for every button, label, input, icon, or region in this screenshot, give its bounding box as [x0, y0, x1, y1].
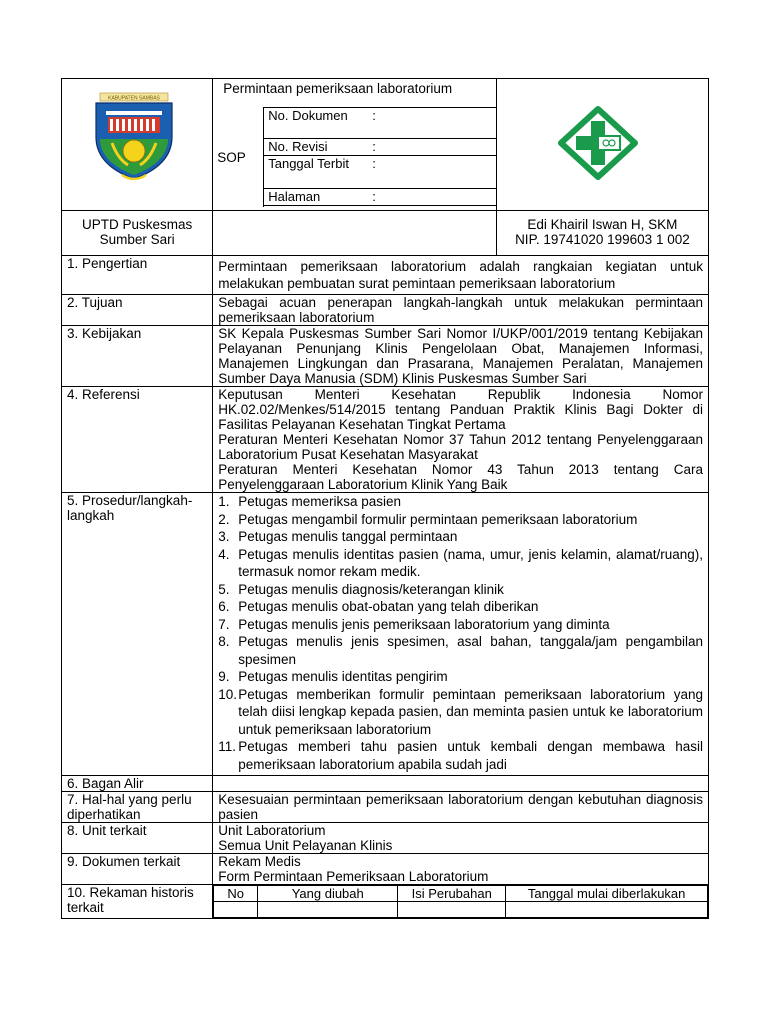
meta-row-tanggal-terbit [264, 155, 496, 188]
section-content-rekaman [213, 885, 709, 919]
dokumen-item: Rekam Medis [218, 854, 301, 869]
document-meta [263, 107, 496, 207]
referensi-item: Keputusan Menteri Kesehatan Republik Indonesia Nomor HK.02.02/Menkes/514/2015 tentang Panduan Praktik Klinis Bagi Dokter di Fasilitas Pelayanan Kesehatan Tingkat Pertama [218, 387, 703, 432]
table-header-cell: Tanggal mulai diberlakukan [506, 886, 708, 902]
signatory-name: Edi Khairil Iswan H, SKM [527, 217, 678, 232]
list-item [218, 528, 703, 546]
referensi-item: Peraturan Menteri Kesehatan Nomor 43 Tahun 2013 tentang Cara Penyelenggaraan Laboratorium Klinik Yang Baik [218, 462, 703, 492]
step-number: 8. [218, 634, 230, 649]
section-label-prosedur: 5. Prosedur/langkah-langkah [62, 493, 213, 776]
tujuan-text: Sebagai acuan penerapan langkah-langkah untuk melakukan permintaan pemeriksaan laboratorium [218, 295, 703, 325]
regency-logo-cell [62, 79, 213, 211]
list-item [218, 738, 703, 773]
table-cell [258, 902, 398, 918]
section-content-tujuan [213, 295, 709, 326]
table-cell [398, 902, 506, 918]
section-content-unit-terkait [213, 823, 709, 854]
section-content-prosedur [213, 493, 709, 776]
meta-row-no-revisi [264, 138, 496, 155]
list-item [218, 493, 703, 511]
meta-key: No. Revisi [268, 139, 328, 154]
meta-value: : [372, 108, 376, 123]
table-header-cell: No [214, 886, 258, 902]
sop-label: SOP [217, 149, 246, 165]
table-cell [214, 902, 258, 918]
list-item [218, 511, 703, 529]
meta-value: : [372, 189, 376, 204]
section-content-dokumen-terkait [213, 854, 709, 885]
signatory-cell [496, 211, 708, 256]
organization-cell [62, 211, 213, 256]
step-number: 5. [218, 581, 230, 597]
section-label-dokumen-terkait: 9. Dokumen terkait [62, 854, 213, 885]
table-header-cell: Isi Perubahan [398, 886, 506, 902]
step-text: Petugas menulis tanggal permintaan [238, 529, 458, 544]
section-content-bagan-alir [213, 776, 709, 792]
step-text: Petugas menulis obat-obatan yang telah diberikan [238, 599, 539, 614]
section-label-referensi: 4. Referensi [62, 387, 213, 493]
meta-row-no-dokumen [264, 107, 496, 138]
puskesmas-logo-icon [497, 79, 699, 207]
list-item [218, 598, 703, 616]
meta-row-halaman [264, 188, 496, 206]
list-item [218, 668, 703, 686]
step-text: Petugas menulis jenis spesimen, asal bahan, tanggala/jam pengambilan spesimen [238, 634, 703, 667]
title-cell [213, 79, 497, 211]
revision-history-table [213, 885, 708, 918]
pengertian-text: Permintaan pemeriksaan laboratorium adalah rangkaian kegiatan untuk melakukan pembuatan surat pemintaan pemeriksaan laboratorium [218, 259, 703, 291]
sop-meta-block [213, 107, 496, 207]
sop-table [61, 78, 709, 919]
puskesmas-logo-cell [496, 79, 708, 211]
signatory-nip: NIP. 19741020 199603 1 002 [515, 232, 690, 247]
step-number: 1. [218, 494, 230, 509]
list-item [218, 546, 703, 581]
list-item [218, 633, 703, 668]
step-text: Petugas menulis jenis pemeriksaan laboratorium yang diminta [238, 616, 610, 632]
step-number: 3. [218, 529, 230, 544]
table-header-row [214, 886, 708, 902]
step-text: Petugas mengambil formulir permintaan pemeriksaan laboratorium [238, 511, 638, 527]
section-content-referensi [213, 387, 709, 493]
step-number: 4. [218, 546, 230, 562]
unit-item: Semua Unit Pelayanan Klinis [218, 838, 393, 853]
logo-banner-text: KABUPATEN SAMBAS [108, 95, 160, 102]
table-cell [506, 902, 708, 918]
list-item [218, 616, 703, 634]
section-label-unit-terkait: 8. Unit terkait [62, 823, 213, 854]
step-number: 9. [218, 669, 230, 684]
table-row [214, 902, 708, 918]
section-label-tujuan: 2. Tujuan [62, 295, 213, 326]
meta-key: Halaman [268, 189, 321, 204]
section-label-bagan-alir: 6. Bagan Alir [62, 776, 213, 792]
meta-key: Tanggal Terbit [268, 156, 349, 171]
meta-value: : [372, 139, 376, 154]
procedure-steps [218, 493, 703, 773]
organization-line2: Sumber Sari [99, 232, 175, 247]
step-number: 11. [218, 739, 236, 754]
step-text: Petugas menulis identitas pengirim [238, 669, 448, 684]
section-label-kebijakan: 3. Kebijakan [62, 326, 213, 387]
organization-line1: UPTD Puskesmas [81, 217, 193, 232]
step-text: Petugas memeriksa pasien [238, 494, 402, 509]
step-number: 2. [218, 511, 230, 527]
meta-key: No. Dokumen [268, 108, 348, 123]
step-text: Petugas memberi tahu pasien untuk kembali dengan membawa hasil pemeriksaan laboratorium apabila sudah jadi [238, 739, 703, 772]
section-content-hal-hal [213, 792, 709, 823]
table-header-cell: Yang diubah [258, 886, 398, 902]
hal-hal-text: Kesesuaian permintaan pemeriksaan laboratorium dengan kebutuhan diagnosis pasien [218, 792, 703, 822]
meta-value: : [372, 156, 376, 171]
step-text: Petugas memberikan formulir pemintaan pemeriksaan laboratorium yang telah diisi lengkap kepada pasien, dan meminta pasien untuk ke laboratorium untuk pemeriksaan laboratorium [238, 686, 703, 737]
blank-cell [213, 211, 497, 256]
section-content-kebijakan [213, 326, 709, 387]
section-label-pengertian: 1. Pengertian [62, 256, 213, 295]
section-label-rekaman: 10. Rekaman historis terkait [62, 885, 213, 919]
regency-emblem-icon [62, 79, 206, 207]
section-content-pengertian [213, 256, 709, 295]
unit-item: Unit Laboratorium [218, 823, 326, 838]
step-text: Petugas menulis identitas pasien (nama, umur, jenis kelamin, alamat/ruang), termasuk nomor rekam medik. [238, 546, 703, 579]
kebijakan-text: SK Kepala Puskesmas Sumber Sari Nomor I/UKP/001/2019 tentang Kebijakan Pelayanan Penunjang Klinis Pengelolaan Obat, Manajemen Informasi, Manajemen Lingkungan dan Prasarana, Manajemen Peralatan, Manajemen Sumber Daya Manusia (SDM) Klinis Puskesmas Sumber Sari [218, 326, 703, 386]
list-item [218, 581, 703, 599]
step-number: 7. [218, 616, 230, 632]
referensi-item: Peraturan Menteri Kesehatan Nomor 37 Tahun 2012 tentang Penyelenggaraan Laboratorium Pusat Kesehatan Masyarakat [218, 432, 703, 462]
step-text: Petugas menulis diagnosis/keterangan klinik [238, 581, 504, 597]
step-number: 10. [218, 686, 238, 702]
dokumen-item: Form Permintaan Pemeriksaan Laboratorium [218, 869, 489, 884]
step-number: 6. [218, 599, 230, 614]
document-title: Permintaan pemeriksaan laboratorium [223, 81, 453, 96]
list-item [218, 686, 703, 739]
section-label-hal-hal: 7. Hal-hal yang perlu diperhatikan [62, 792, 213, 823]
